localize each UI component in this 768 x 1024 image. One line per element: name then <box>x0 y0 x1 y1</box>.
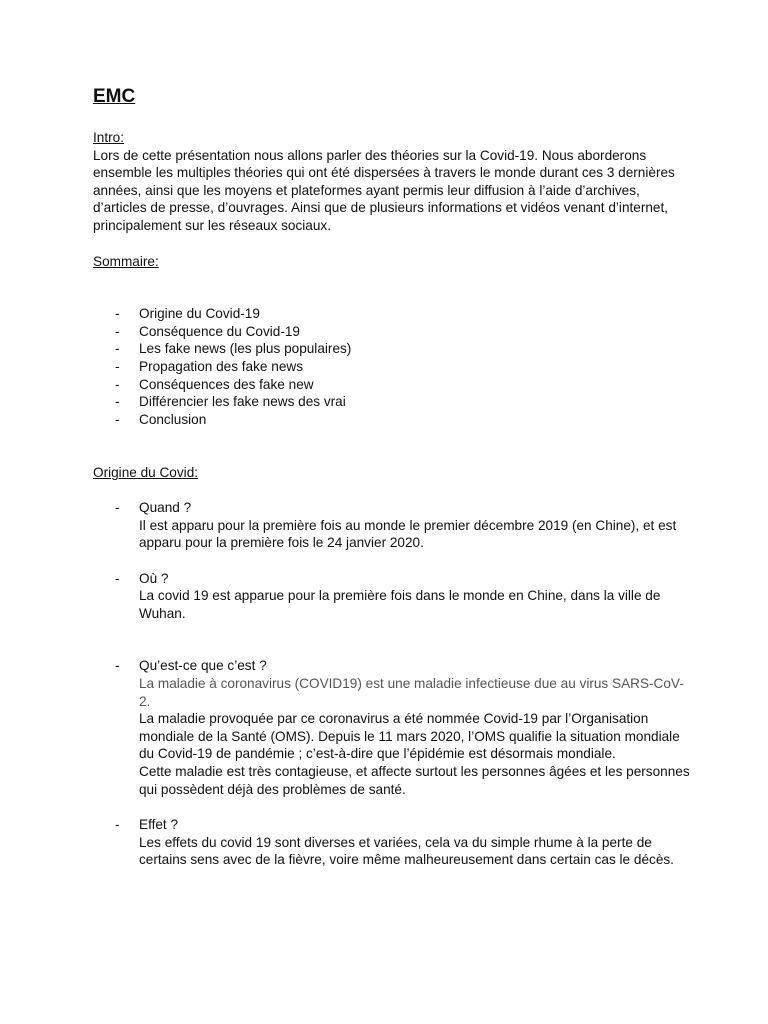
sommaire-item-label: Conclusion <box>139 411 207 427</box>
question-item-ou <box>93 570 693 623</box>
answer-text: Il est apparu pour la première fois au monde le premier décembre 2019 (en Chine), et est apparu pour la première fois le 24 janvier 2020. <box>139 517 677 551</box>
sommaire-item-label: Conséquence du Covid-19 <box>139 323 300 339</box>
answer-text-extra: Cette maladie est très contagieuse, et affecte surtout les personnes âgées et les personnes qui possèdent déjà des problèmes de santé. <box>139 764 690 797</box>
origine-heading: Origine du Covid: <box>93 465 199 481</box>
list-item <box>93 376 693 394</box>
sommaire-item-label: Propagation des fake news <box>139 358 303 374</box>
sommaire-item-label: Différencier les fake news des vrai <box>139 394 346 410</box>
document-page <box>93 86 693 869</box>
bullet-dash: - <box>115 341 120 357</box>
bullet-dash: - <box>115 358 120 374</box>
bullet-dash: - <box>115 570 120 586</box>
question-item-quand <box>93 499 693 552</box>
list-item <box>93 340 693 358</box>
intro-heading: Intro: <box>93 130 124 145</box>
bullet-dash: - <box>115 817 120 833</box>
bullet-dash: - <box>115 658 120 674</box>
bullet-dash: - <box>115 411 120 427</box>
bullet-dash: - <box>115 306 120 322</box>
list-item <box>93 393 693 411</box>
sommaire-item-label: Origine du Covid-19 <box>139 306 260 322</box>
answer-text: La covid 19 est apparue pour la première fois dans le monde en Chine, dans la ville de Wuhan. <box>139 588 661 621</box>
list-item <box>93 305 693 323</box>
question-label: Quand ? <box>139 499 192 515</box>
document-title: EMC <box>93 86 136 107</box>
question-label: Effet ? <box>139 817 179 833</box>
question-label: Où ? <box>139 570 169 586</box>
sommaire-item-label: Conséquences des fake new <box>139 376 314 392</box>
list-item <box>93 358 693 376</box>
question-label: Qu’est-ce que c’est ? <box>139 658 267 674</box>
sommaire-heading: Sommaire: <box>93 253 159 269</box>
bullet-dash: - <box>115 499 120 515</box>
bullet-dash: - <box>115 323 120 339</box>
origine-questions-list <box>93 499 693 552</box>
question-item-effet <box>93 816 693 869</box>
answer-text-grey: La maladie à coronavirus (COVID19) est une maladie infectieuse due au virus SARS-CoV-2. <box>139 676 684 709</box>
list-item <box>93 323 693 341</box>
sommaire-item-label: Les fake news (les plus populaires) <box>139 341 352 357</box>
answer-text: La maladie provoquée par ce coronavirus a été nommée Covid-19 par l’Organisation mondiale de la Santé (OMS). Depuis le 11 mars 2020, l’OMS qualifie la situation mondiale du Covid-19 de pandémie ; c’est-à-dire que l’épidémie est désormais mondiale. <box>139 711 680 762</box>
intro-paragraph: Lors de cette présentation nous allons parler des théories sur la Covid-19. Nous aborderons ensemble les multiples théories qui ont été dispersées à travers le monde durant ces 3 dernières années, ainsi que les moyens et plateformes ayant permis leur diffusion à l’aide d’archives, d’articles de presse, d’ouvrages. Ainsi que de plusieurs informations et vidéos venant d’internet, principalement sur les réseaux sociaux. <box>93 147 675 233</box>
sommaire-list <box>93 305 693 428</box>
bullet-dash: - <box>115 376 120 392</box>
answer-text: Les effets du covid 19 sont diverses et variées, cela va du simple rhume à la perte de certains sens avec de la fièvre, voire même malheureusement dans certain cas le décès. <box>139 834 674 868</box>
bullet-dash: - <box>115 394 120 410</box>
origine-questions-list <box>93 570 693 623</box>
list-item <box>93 411 693 429</box>
origine-questions-list <box>93 816 693 869</box>
origine-questions-list <box>93 657 693 798</box>
question-item-definition <box>93 657 693 798</box>
